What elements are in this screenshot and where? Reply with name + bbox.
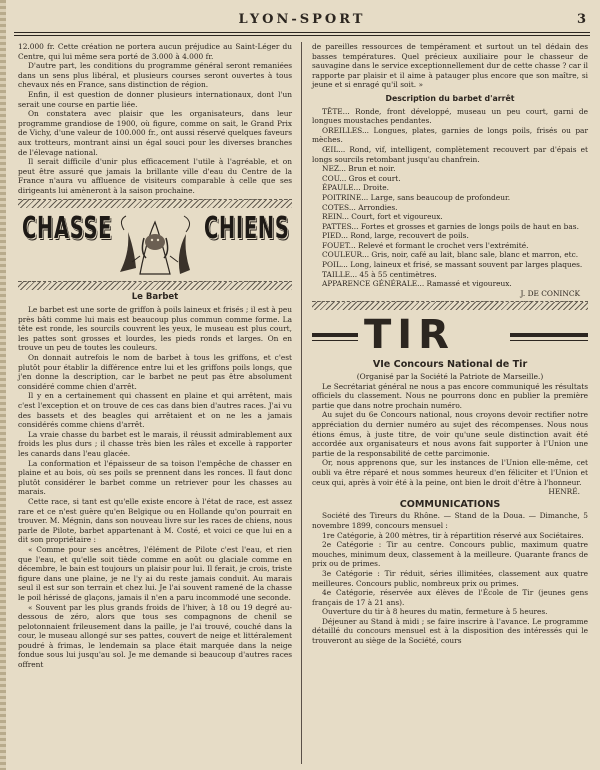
description-item: POITRINE... Large, sans beaucoup de profondeur.	[322, 192, 511, 202]
description-item: FOUET... Relevé et formant le crochet vers l'extrémité.	[322, 240, 529, 250]
newspaper-page	[14, 8, 590, 766]
paragraph: Il serait difficile d'unir plus efficacement l'utile à l'agréable, et on peut être assuré que jamais la brillante ville d'eau du Centre de la France n'aura vu affluence de visiteurs comparable à celle que ses dirigeants lui amèneront à la saison prochaine.	[18, 157, 292, 195]
hunting-dog-illustration	[110, 212, 200, 278]
paragraph: 3e Catégorie : Tir réduit, séries illimitées, classement aux quatre meilleures. Concours public, nombreux prix ou primes.	[312, 568, 588, 588]
ornamental-rule	[18, 281, 292, 290]
paragraph: Il y en a certainement qui chassent en plaine et qui arrêtent, mais c'est l'exception et on trouve de ces cas dans bien d'autres races. J'ai vu des bassets et des beagles qui arrêtaient et on ne les a jamais considérés comme chiens d'arrêt.	[18, 391, 292, 430]
banner-word-chiens: CHIENS	[204, 210, 290, 246]
paragraph: Or, nous apprenons que, sur les instances de l'Union elle-même, cet oubli va être réparé et nous sommes heureux d'en féliciter et l'Union et ceux qui, après à voir été à la peine, ont bien le droit d'être à l'honneur.	[312, 458, 588, 487]
description-item: PATTES... Fortes et grosses et garnies de longs poils de haut en bas.	[322, 221, 579, 231]
paragraph: 1re Catégorie, à 200 mètres, tir à répartition réservé aux Sociétaires.	[322, 530, 584, 540]
description-item: NEZ... Brun et noir.	[322, 164, 396, 174]
paragraph: 4e Catégorie, réservée aux élèves de l'École de Tir (jeunes gens français de 17 à 21 ans).	[312, 588, 588, 607]
concours-title: VIe Concours National de Tir	[372, 359, 528, 371]
paragraph: Enfin, il est question de donner plusieurs internationaux, dont l'un serait une course en partie liée.	[18, 89, 292, 109]
paragraph: Ouverture du tir à 8 heures du matin, fermeture à 5 heures.	[322, 607, 548, 617]
author-signature: J. DE CONINCK	[520, 288, 580, 298]
paragraph: Le barbet est une sorte de griffon à poils laineux et frisés ; il est à peu près bâti comme lui mais est beaucoup plus commun comme forme. La tête est ronde, les sourcils couvrent les yeux, le museau est plus court, les pattes sont grosses et lourdes, les pieds ronds et larges. On en trouve un peu de toutes les couleurs.	[18, 305, 292, 353]
description-item: PIED... Rond, large, recouvert de poils.	[322, 231, 469, 241]
column-divider	[301, 42, 302, 764]
description-title: Description du barbet d'arrêt	[385, 93, 515, 103]
description-item: COULEUR... Gris, noir, café au lait, blanc sale, blanc et marron, etc.	[322, 250, 579, 260]
chasse-chiens-banner	[18, 212, 292, 278]
paragraph: D'autre part, les conditions du programme général seront remaniées dans un sens plus libéral, et plusieurs courses seront ouvertes à tous chevaux nés en France, sans distinction de région.	[18, 61, 292, 90]
tir-banner	[312, 313, 588, 357]
masthead-title: LYON-SPORT	[238, 12, 366, 27]
description-item: ŒIL... Rond, vif, intelligent, complètement recouvert par d'épais et longs sourcils retombant jusqu'au chanfrein.	[312, 144, 588, 164]
description-item: COU... Gros et court.	[322, 173, 401, 183]
right-column	[312, 42, 588, 646]
description-item: TÊTE... Ronde, front développé, museau un peu court, garni de longues moustaches pendantes.	[312, 106, 588, 126]
page-header	[14, 8, 590, 32]
page-binding	[0, 0, 6, 770]
tir-heading: TIR	[364, 312, 455, 359]
left-column	[18, 42, 292, 670]
description-item: OREILLES... Longues, plates, garnies de longs poils, frisés ou par mèches.	[312, 125, 588, 145]
description-item: POIL... Long, laineux et frisé, se massant souvent par larges plaques.	[322, 260, 583, 270]
description-item: APPARENCE GÉNÉRALE... Ramassé et vigoureux.	[322, 279, 512, 289]
concours-signature: HENRÉ.	[548, 487, 580, 497]
paragraph: Société des Tireurs du Rhône. — Stand de la Doua. — Dimanche, 5 novembre 1899, concours mensuel :	[312, 511, 588, 530]
ornamental-rule	[312, 301, 588, 310]
paragraph: Déjeuner au Stand à midi ; se faire inscrire à l'avance. Le programme détaillé du concours mensuel est à la disposition des intéressés qui le trouveront au siège de la Société, cours	[312, 616, 588, 646]
paragraph: Le Secrétariat général ne nous a pas encore communiqué les résultats officiels du classement. Nous ne pourrons donc en publier la première partie que dans notre prochain numéro.	[312, 381, 588, 410]
paragraph: Cette race, si tant est qu'elle existe encore à l'état de race, est assez rare et ce n'est guère qu'en Belgique ou en Hollande qu'on pourrait en trouver. M. Mégnin, dans son nouveau livre sur les races de chiens, nous parle de Pilote, barbet appartenant à M. Costé, et voici ce que lui en a dit son propriétaire :	[18, 496, 292, 545]
paragraph: La conformation et l'épaisseur de sa toison l'empêche de chasser en plaine et au bois, où ses poils se prennent dans les ronces. Il faut donc plutôt considérer le barbet comme un retriever pour les chasses au marais.	[18, 458, 292, 497]
banner-word-chasse: CHASSE	[22, 210, 113, 246]
description-item: REIN... Court, fort et vigoureux.	[322, 212, 443, 222]
concours-subtitle: (Organisé par la Société la Patriote de Marseille.)	[356, 372, 544, 382]
paragraph: On constatera avec plaisir que les organisateurs, dans leur programme grandiose de 1900, où figure, comme on sait, le Grand Prix de Vichy, d'une valeur de 100.000 fr., ont aussi réservé quelques faveurs aux trotteurs, montrant ainsi un égal souci pour les diverses branches de l'élevage national.	[18, 109, 292, 157]
ornamental-rule	[18, 199, 292, 208]
paragraph: « Comme pour ses ancêtres, l'élément de Pilote c'est l'eau, et rien que l'eau, et qu'elle soit tiède comme en août ou glaciale comme en décembre, le bain est toujours un plaisir pour lui. Il ferait, je crois, triste figure dans une plaine, je ne l'y ai du reste jamais conduit. Au marais seul il est sur son terrain et chez lui. Je l'ai souvent ramené de la chasse le poil hérissé de glaçons, jamais il n'en a paru incommodé une seconde.	[18, 544, 292, 602]
description-item: ÉPAULE... Droite.	[322, 183, 389, 193]
paragraph: « Souvent par les plus grands froids de l'hiver, à 18 ou 19 degré au-dessous de zéro, alors que tous ses compagnons de chenil se pelotonnaient frileusement dans la paille, je l'ai trouvé, couché dans la cour, le museau allongé sur ses pattes, couvert de neige et littéralement poudré à frimas, le lendemain sa place était marquée dans la neige fondue sous lui jusqu'au sol. Je me demande si beaucoup d'autres races offrent	[18, 602, 292, 670]
header-rule-thin	[14, 35, 590, 36]
article-subtitle: Le Barbet	[131, 291, 179, 302]
description-item: COTES... Arrondies.	[322, 202, 398, 212]
paragraph: On donnait autrefois le nom de barbet à tous les griffons, et c'est plutôt pour établir la différence entre lui et les griffons poils longs, que j'en donne la description, car le barbet ne peut pas être absolument considéré comme chien d'arrêt.	[18, 353, 292, 391]
paragraph: 12.000 fr. Cette création ne portera aucun préjudice au Saint-Léger du Centre, qui lui même sera porté de 3.000 à 4.000 fr.	[18, 42, 292, 61]
paragraph: de pareilles ressources de tempérament et surtout un tel dédain des basses températures. Quel précieux auxiliaire pour le chasseur de sauvagine dans le service exceptionnellement dur de cette chasse ? car il rapporte par plaisir et il aime à patauger plus encore que son maître, si jeune et si enragé qu'il soit. »	[312, 42, 588, 90]
communications-title: COMMUNICATIONS	[399, 498, 501, 510]
description-item: TAILLE... 45 à 55 centimètres.	[322, 269, 437, 279]
description-list	[312, 107, 588, 289]
paragraph: La vraie chasse du barbet est le marais, il réussit admirablement aux froids les plus durs ; il chasse très bien les râles et excelle à rapporter les canards dans l'eau glacée.	[18, 429, 292, 458]
paragraph: 2e Catégorie : Tir au centre. Concours public, maximum quatre mouches, minimum deux, classement à la meilleure. Quarante francs de prix ou de primes.	[312, 540, 588, 569]
page-number: 3	[576, 12, 586, 27]
paragraph: Au sujet du 6e Concours national, nous croyons devoir rectifier notre appréciation du dernier numéro au sujet des récompenses. Nous nous étions émus, à juste titre, de voir qu'une seule distinction avait été accordée aux organisateurs et nous avons fait supporter à l'Union une partie de la responsabilité de cette parcimonie.	[312, 410, 588, 458]
header-rule	[14, 32, 590, 33]
